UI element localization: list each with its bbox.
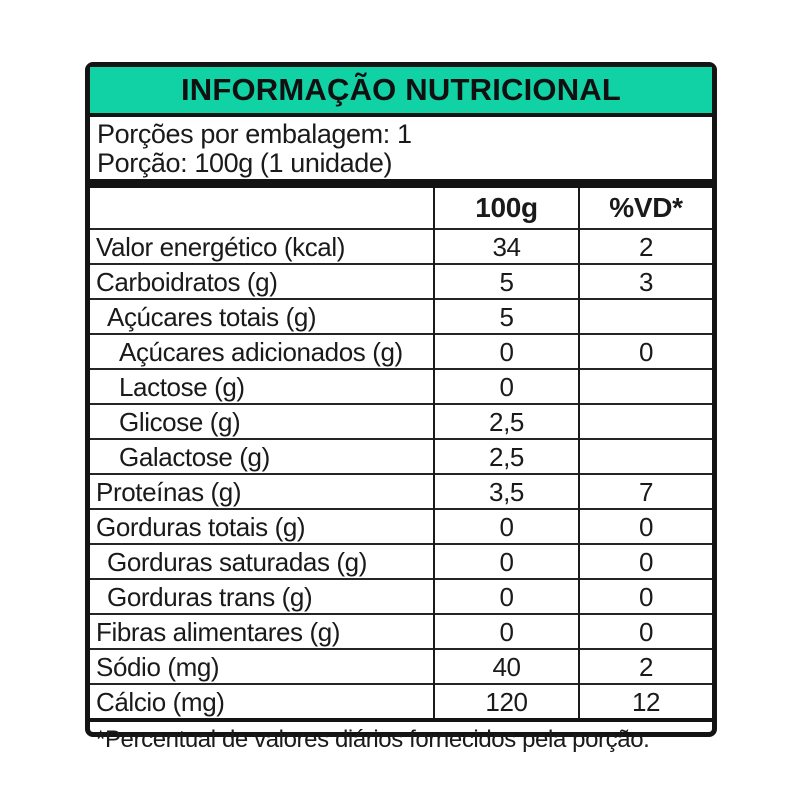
- nutrient-amount: 5: [434, 299, 579, 334]
- nutrient-amount: 0: [434, 334, 579, 369]
- nutrient-daily-value: 3: [579, 264, 712, 299]
- label-title-band: [90, 67, 712, 117]
- nutrient-column-header: [90, 188, 434, 229]
- nutrient-name: Gorduras saturadas (g): [90, 544, 434, 579]
- nutrient-name: Açúcares adicionados (g): [90, 334, 434, 369]
- nutrient-name: Galactose (g): [90, 439, 434, 474]
- nutrient-amount: 0: [434, 544, 579, 579]
- servings-per-package: Porções por embalagem: 1: [97, 119, 412, 149]
- footnote: *Percentual de valores diários fornecidos pela porção.: [90, 718, 712, 758]
- nutrient-amount: 2,5: [434, 404, 579, 439]
- nutrient-amount: 2,5: [434, 439, 579, 474]
- nutrient-daily-value: 2: [579, 649, 712, 684]
- nutrient-row: [90, 684, 712, 718]
- nutrient-row: [90, 229, 712, 264]
- nutrient-name: Proteínas (g): [90, 474, 434, 509]
- nutrient-name: Carboidratos (g): [90, 264, 434, 299]
- nutrient-name: Cálcio (mg): [90, 684, 434, 718]
- portion-info: [90, 117, 712, 179]
- nutrient-name: Gorduras totais (g): [90, 509, 434, 544]
- table-header-row: [90, 188, 712, 229]
- nutrient-amount: 0: [434, 614, 579, 649]
- nutrition-table-body: [90, 229, 712, 718]
- nutrient-row: [90, 369, 712, 404]
- nutrient-daily-value: [579, 439, 712, 474]
- nutrient-row: [90, 334, 712, 369]
- nutrient-row: [90, 509, 712, 544]
- nutrient-daily-value: [579, 299, 712, 334]
- nutrient-daily-value: 0: [579, 509, 712, 544]
- nutrient-daily-value: [579, 404, 712, 439]
- nutrient-name: Açúcares totais (g): [90, 299, 434, 334]
- dv-column-header: %VD*: [579, 188, 712, 229]
- nutrient-name: Glicose (g): [90, 404, 434, 439]
- nutrient-daily-value: 0: [579, 334, 712, 369]
- section-divider-bar: [90, 179, 712, 188]
- label-title: INFORMAÇÃO NUTRICIONAL: [180, 72, 622, 107]
- nutrient-amount: 40: [434, 649, 579, 684]
- nutrient-row: [90, 404, 712, 439]
- nutrient-row: [90, 264, 712, 299]
- nutrient-row: [90, 474, 712, 509]
- nutrient-daily-value: 2: [579, 229, 712, 264]
- nutrient-daily-value: 0: [579, 614, 712, 649]
- nutrient-name: Sódio (mg): [90, 649, 434, 684]
- amount-column-header: 100g: [434, 188, 579, 229]
- nutrient-row: [90, 579, 712, 614]
- nutrient-row: [90, 614, 712, 649]
- nutrient-row: [90, 544, 712, 579]
- nutrient-row: [90, 439, 712, 474]
- nutrient-name: Gorduras trans (g): [90, 579, 434, 614]
- nutrition-label: [85, 62, 717, 753]
- nutrition-table: [90, 188, 712, 718]
- nutrient-name: Lactose (g): [90, 369, 434, 404]
- nutrient-amount: 5: [434, 264, 579, 299]
- nutrient-row: [90, 649, 712, 684]
- nutrient-amount: 34: [434, 229, 579, 264]
- nutrient-row: [90, 299, 712, 334]
- nutrient-daily-value: 7: [579, 474, 712, 509]
- nutrient-daily-value: [579, 369, 712, 404]
- nutrient-daily-value: 0: [579, 579, 712, 614]
- nutrient-name: Fibras alimentares (g): [90, 614, 434, 649]
- portion-size: Porção: 100g (1 unidade): [97, 148, 393, 178]
- nutrient-amount: 0: [434, 509, 579, 544]
- nutrient-amount: 3,5: [434, 474, 579, 509]
- nutrient-daily-value: 12: [579, 684, 712, 718]
- nutrient-daily-value: 0: [579, 544, 712, 579]
- nutrient-amount: 0: [434, 369, 579, 404]
- nutrient-amount: 0: [434, 579, 579, 614]
- nutrient-name: Valor energético (kcal): [90, 229, 434, 264]
- nutrient-amount: 120: [434, 684, 579, 718]
